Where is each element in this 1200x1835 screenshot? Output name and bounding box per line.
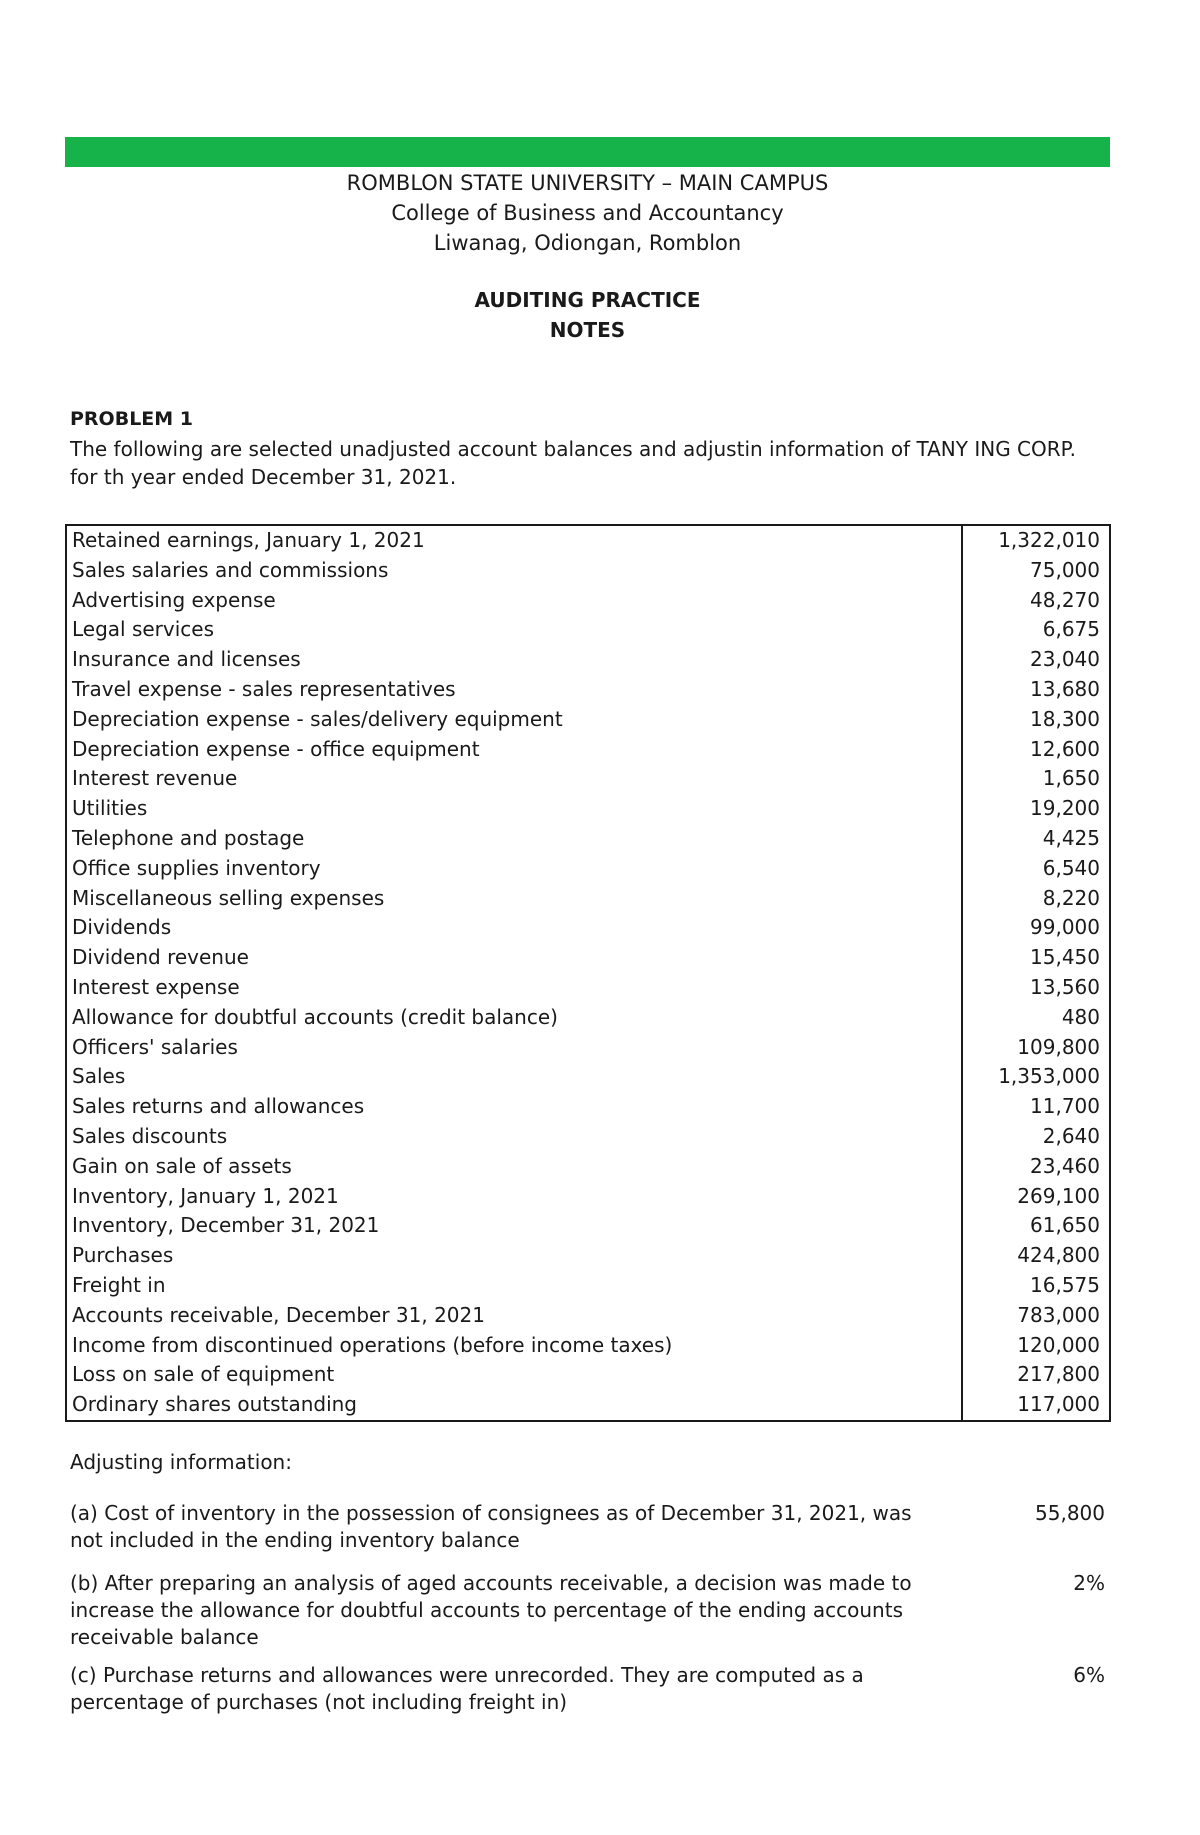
account-label: Depreciation expense - office equipment [66,735,962,765]
account-label: Sales [66,1062,962,1092]
account-label: Sales salaries and commissions [66,556,962,586]
table-row [66,1182,1110,1212]
title-line-2: NOTES [549,318,626,342]
adjusting-item-b [70,1570,1105,1651]
account-label: Telephone and postage [66,824,962,854]
table-row [66,973,1110,1003]
table-row [66,1331,1110,1361]
account-amount: 120,000 [1017,1332,1100,1357]
adjusting-heading: Adjusting information: [70,1450,292,1474]
table-row [66,615,1110,645]
account-amount: 13,560 [1030,974,1100,999]
adjusting-value: 55,800 [1035,1501,1105,1525]
account-amount: 15,450 [1030,945,1100,970]
table-row [66,884,1110,914]
account-label: Depreciation expense - sales/delivery equipment [66,705,962,735]
document-header [65,168,1110,258]
account-label: Dividends [66,913,962,943]
table-row [66,705,1110,735]
table-row [66,1241,1110,1271]
adjusting-text: (b) After preparing an analysis of aged accounts receivable, a decision was made to increase the allowance for doubtful accounts to percentage of the ending accounts receivable balance [70,1571,912,1649]
account-label: Ordinary shares outstanding [66,1390,962,1421]
adjusting-value: 6% [1073,1663,1105,1687]
account-amount: 783,000 [1017,1302,1100,1327]
account-label: Income from discontinued operations (before income taxes) [66,1331,962,1361]
table-row [66,943,1110,973]
account-amount: 19,200 [1030,796,1100,821]
account-amount: 109,800 [1017,1034,1100,1059]
account-amount: 480 [1061,1004,1100,1029]
account-label: Inventory, December 31, 2021 [66,1211,962,1241]
title-line-1: AUDITING PRACTICE [474,288,701,312]
table-row [66,1301,1110,1331]
college-name: College of Business and Accountancy [391,201,784,225]
account-amount: 99,000 [1030,915,1100,940]
account-amount: 13,680 [1030,676,1100,701]
table-row [66,645,1110,675]
account-balances-body [66,525,1110,1421]
table-row [66,1122,1110,1152]
account-amount: 424,800 [1017,1243,1100,1268]
account-label: Dividend revenue [66,943,962,973]
account-amount: 8,220 [1042,885,1100,910]
table-row [66,556,1110,586]
account-label: Miscellaneous selling expenses [66,884,962,914]
account-amount: 269,100 [1017,1183,1100,1208]
table-row [66,1062,1110,1092]
document-title [65,285,1110,345]
table-row [66,854,1110,884]
adjusting-list [70,1500,1105,1732]
table-row [66,735,1110,765]
problem-heading: PROBLEM 1 [70,408,194,430]
account-amount: 11,700 [1030,1094,1100,1119]
account-label: Accounts receivable, December 31, 2021 [66,1301,962,1331]
account-label: Freight in [66,1271,962,1301]
intro-line-1: The following are selected unadjusted account balances and adjustin information of TANY ING CORP. [70,437,1076,461]
account-label: Allowance for doubtful accounts (credit balance) [66,1003,962,1033]
account-amount: 2,640 [1042,1123,1100,1148]
account-amount: 23,460 [1030,1153,1100,1178]
campus-address: Liwanag, Odiongan, Romblon [433,231,742,255]
table-row [66,675,1110,705]
table-row [66,1152,1110,1182]
account-amount: 1,650 [1042,766,1100,791]
intro-line-2: for th year ended December 31, 2021. [70,465,457,489]
account-amount: 1,322,010 [998,528,1100,552]
account-label: Sales returns and allowances [66,1092,962,1122]
account-balances-table [65,524,1111,1422]
problem-intro [70,435,1110,491]
account-amount: 6,675 [1042,617,1100,642]
account-label: Insurance and licenses [66,645,962,675]
account-label: Sales discounts [66,1122,962,1152]
header-color-bar [65,137,1110,167]
account-amount: 12,600 [1030,736,1100,761]
table-row [66,1003,1110,1033]
account-amount: 217,800 [1017,1362,1100,1387]
adjusting-item-a [70,1500,1105,1554]
account-amount: 48,270 [1030,587,1100,612]
university-name: ROMBLON STATE UNIVERSITY – MAIN CAMPUS [346,171,829,195]
table-row [66,794,1110,824]
account-label: Utilities [66,794,962,824]
table-row [66,913,1110,943]
table-row [66,1211,1110,1241]
account-amount: 4,425 [1042,825,1100,850]
account-label: Legal services [66,615,962,645]
account-amount: 61,650 [1030,1213,1100,1238]
account-label: Retained earnings, January 1, 2021 [66,525,962,556]
account-amount: 23,040 [1030,647,1100,672]
account-label: Office supplies inventory [66,854,962,884]
table-row [66,1390,1110,1421]
account-label: Interest revenue [66,764,962,794]
account-amount: 6,540 [1042,855,1100,880]
adjusting-item-c [70,1662,1105,1716]
account-label: Inventory, January 1, 2021 [66,1182,962,1212]
account-amount: 16,575 [1030,1272,1100,1297]
account-label: Officers' salaries [66,1033,962,1063]
table-row [66,525,1110,556]
account-label: Interest expense [66,973,962,1003]
account-label: Loss on sale of equipment [66,1360,962,1390]
table-row [66,764,1110,794]
table-row [66,1092,1110,1122]
adjusting-text: (c) Purchase returns and allowances were unrecorded. They are computed as a percentage of purchases (not including freight in) [70,1663,864,1714]
table-row [66,586,1110,616]
account-amount: 18,300 [1030,706,1100,731]
adjusting-value: 2% [1073,1571,1105,1595]
account-label: Purchases [66,1241,962,1271]
account-label: Travel expense - sales representatives [66,675,962,705]
table-row [66,824,1110,854]
account-amount: 75,000 [1030,557,1100,582]
table-row [66,1271,1110,1301]
account-label: Advertising expense [66,586,962,616]
table-row [66,1360,1110,1390]
table-row [66,1033,1110,1063]
account-amount: 117,000 [1017,1392,1100,1417]
account-amount: 1,353,000 [998,1064,1100,1089]
account-label: Gain on sale of assets [66,1152,962,1182]
adjusting-text: (a) Cost of inventory in the possession of consignees as of December 31, 2021, was not included in the ending inventory balance [70,1501,912,1552]
